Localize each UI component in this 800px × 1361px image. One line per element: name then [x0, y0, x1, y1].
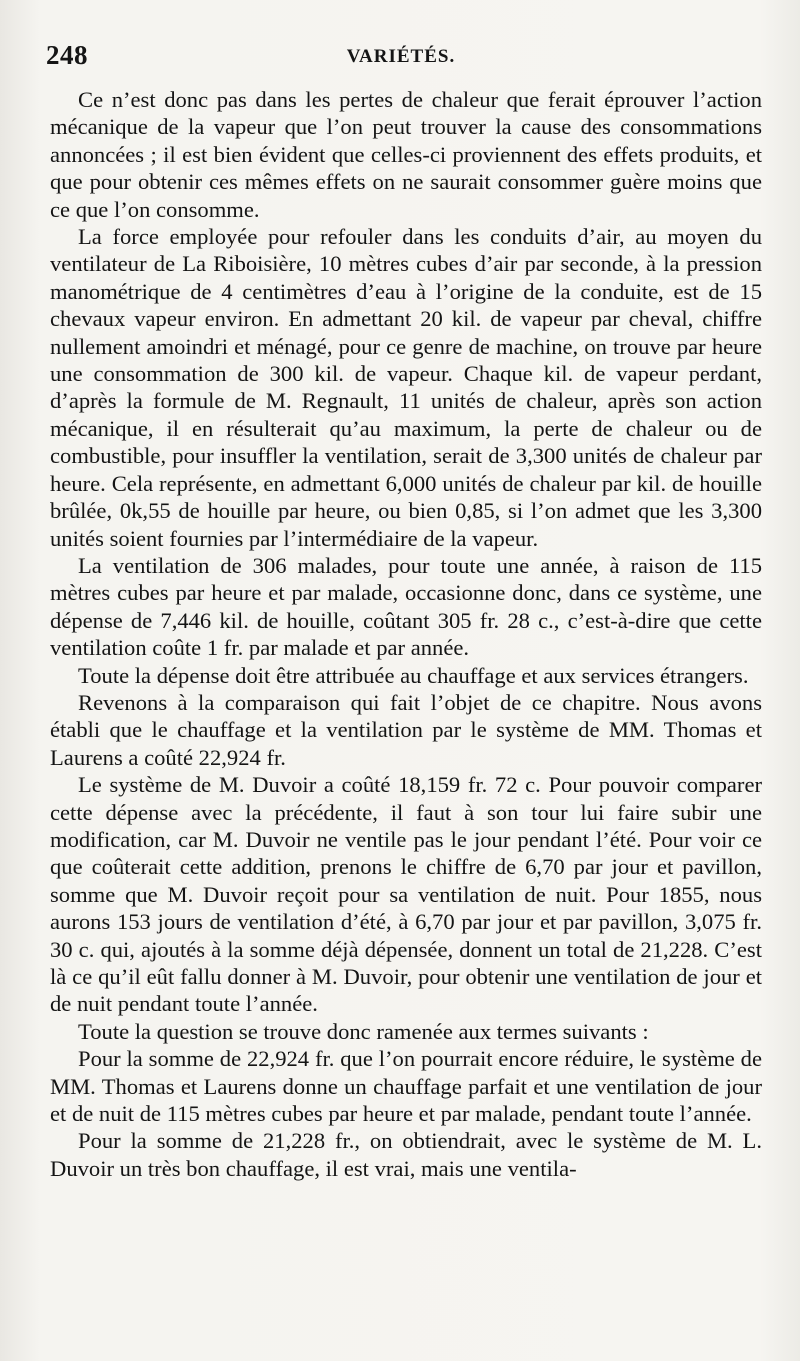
paragraph: Pour la somme de 21,228 fr., on obtiendrait, avec le système de M. L. Duvoir un très bon chauffage, il est vrai, mais une ventila-: [50, 1128, 762, 1181]
paragraph: La ventilation de 306 malades, pour toute une année, à raison de 115 mètres cubes par heure et par malade, occasionne donc, dans ce système, une dépense de 7,446 kil. de houille, coûtant 305 fr. 28 c., c’est-à-dire que cette ventilation coûte 1 fr. par malade et par année.: [50, 552, 762, 661]
paragraph: La force employée pour refouler dans les conduits d’air, au moyen du ventilateur de La Riboisière, 10 mètres cubes d’air par seconde, à la pression manométrique de 4 centimètres d’eau à l’origine de la conduite, est de 15 chevaux vapeur environ. En admettant 20 kil. de vapeur par cheval, chiffre nullement amoindri et ménagé, pour ce genre de machine, on trouve par heure une consommation de 300 kil. de vapeur. Chaque kil. de vapeur perdant, d’après la formule de M. Regnault, 11 unités de chaleur, après son action mécanique, il en résulterait qu’au maximum, la perte de chaleur ou de combustible, pour insuffler la ventilation, serait de 3,300 unités de chaleur par heure. Cela représente, en admettant 6,000 unités de chaleur par kil. de houille brûlée, 0k,55 de houille par heure, ou bien 0,85, si l’on admet que les 3,300 unités soient fournies par l’intermédiaire de la vapeur.: [50, 224, 762, 551]
page-header: [46, 40, 756, 74]
paragraph: Pour la somme de 22,924 fr. que l’on pourrait encore réduire, le système de MM. Thomas et Laurens donne un chauffage parfait et une ventilation de jour et de nuit de 115 mètres cubes par heure et par malade, pendant toute l’année.: [50, 1046, 762, 1127]
page-number: 248: [46, 40, 88, 70]
running-head: VARIÉTÉS.: [346, 46, 456, 67]
paragraph: Ce n’est donc pas dans les pertes de chaleur que ferait éprouver l’action mécanique de la vapeur que l’on peut trouver la cause des consommations annoncées ; il est bien évident que celles-ci proviennent des effets produits, et que pour obtenir ces mêmes effets on ne saurait consommer guère moins que ce que l’on consomme.: [50, 87, 762, 222]
paragraph: Toute la question se trouve donc ramenée aux termes suivants :: [78, 1018, 649, 1044]
paragraph: Toute la dépense doit être attribuée au chauffage et aux services étrangers.: [78, 662, 749, 688]
paragraph: Le système de M. Duvoir a coûté 18,159 fr. 72 c. Pour pouvoir comparer cette dépense avec la précédente, il faut à son tour lui faire subir une modification, car M. Duvoir ne ventile pas le jour pendant l’été. Pour voir ce que coûterait cette addition, prenons le chiffre de 6,70 par jour et pavillon, somme que M. Duvoir reçoit pour sa ventilation de nuit. Pour 1855, nous aurons 153 jours de ventilation d’été, à 6,70 par jour et par pavillon, 3,075 fr. 30 c. qui, ajoutés à la somme déjà dépensée, donnent un total de 21,228. C’est là ce qu’il eût fallu donner à M. Duvoir, pour obtenir une ventilation de jour et de nuit pendant toute l’année.: [50, 772, 762, 1017]
page-body: [50, 86, 762, 1182]
paragraph: Revenons à la comparaison qui fait l’objet de ce chapitre. Nous avons établi que le chauffage et la ventilation par le système de MM. Thomas et Laurens a coûté 22,924 fr.: [50, 689, 762, 770]
